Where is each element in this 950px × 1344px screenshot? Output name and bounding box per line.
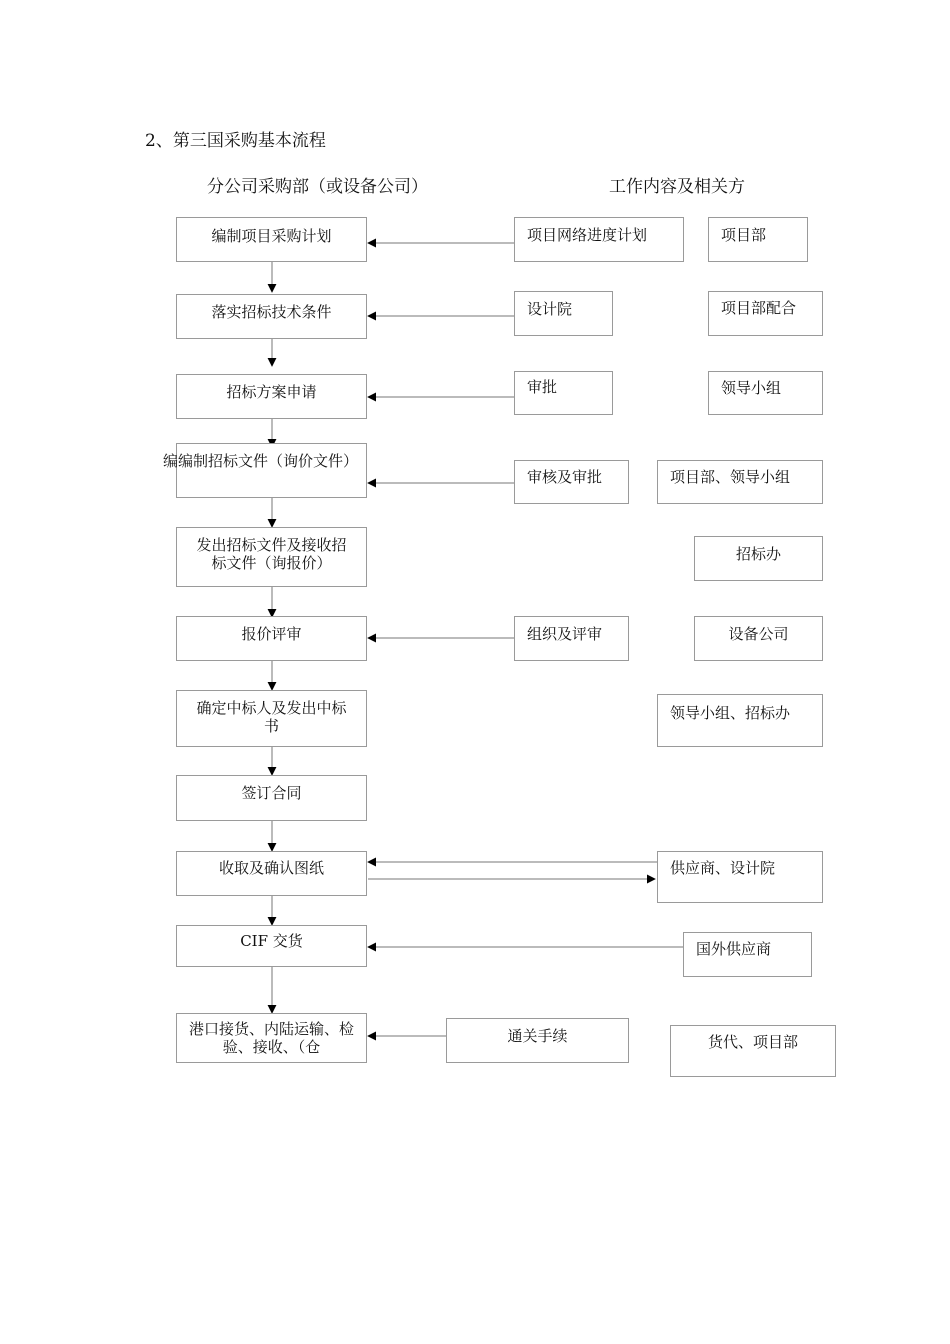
step-box: 确定中标人及发出中标书 (176, 690, 367, 747)
step-box: 编制项目采购计划 (176, 217, 367, 262)
party-box: 项目部配合 (708, 291, 823, 336)
party-box: 设备公司 (694, 616, 823, 661)
work-box: 组织及评审 (514, 616, 629, 661)
work-box: 设计院 (514, 291, 613, 336)
party-box: 领导小组、招标办 (657, 694, 823, 747)
step-box: 发出招标文件及接收招标文件（询报价） (176, 527, 367, 587)
step-box: 招标方案申请 (176, 374, 367, 419)
step-box: 签订合同 (176, 775, 367, 821)
section-title: 2、第三国采购基本流程 (145, 131, 326, 151)
party-box: 国外供应商 (683, 932, 812, 977)
party-box: 招标办 (694, 536, 823, 581)
step-box: 港口接货、内陆运输、检验、接收、（仓 (176, 1013, 367, 1063)
step-box: CIF 交货 (176, 925, 367, 967)
party-box: 项目部 (708, 217, 808, 262)
step-box: 收取及确认图纸 (176, 851, 367, 896)
step-box: 报价评审 (176, 616, 367, 661)
work-box: 审核及审批 (514, 460, 629, 504)
party-box: 供应商、设计院 (657, 851, 823, 903)
party-box: 领导小组 (708, 371, 823, 415)
step-box: 编编制招标文件（询价文件） (176, 443, 367, 498)
party-box: 项目部、领导小组 (657, 460, 823, 504)
left-column-header: 分公司采购部（或设备公司） (207, 177, 428, 197)
work-box: 审批 (514, 371, 613, 415)
party-box: 货代、项目部 (670, 1025, 836, 1077)
work-box: 通关手续 (446, 1018, 629, 1063)
step-box: 落实招标技术条件 (176, 294, 367, 339)
right-column-header: 工作内容及相关方 (609, 177, 745, 197)
work-box: 项目网络进度计划 (514, 217, 684, 262)
